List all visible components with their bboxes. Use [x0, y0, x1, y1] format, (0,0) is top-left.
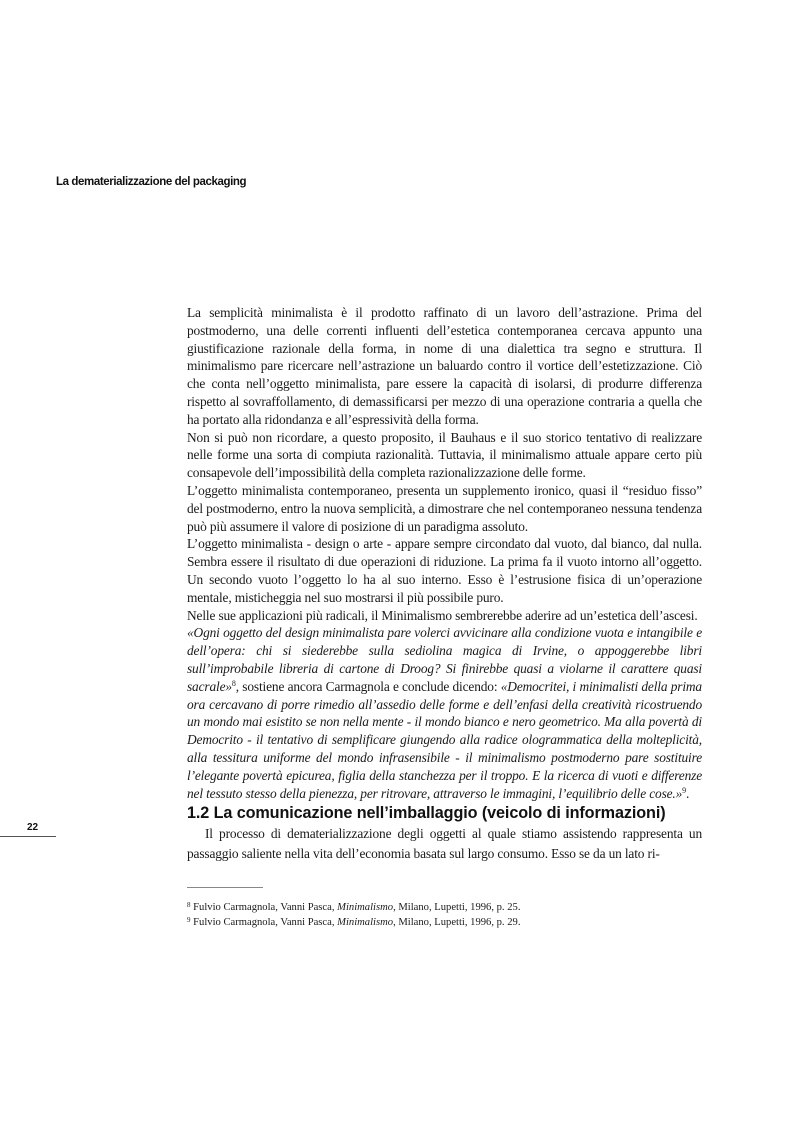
- footnote-details: , Milano, Lupetti, 1996, p. 29.: [393, 917, 521, 928]
- footnote-number: 8: [187, 901, 191, 909]
- paragraph: L’oggetto minimalista - design o arte - appare sempre circondato dal vuoto, dal bianco, dal nulla. Sembra essere il risultato di due operazioni di riduzione. La prima fa il vuoto intorno all’oggetto. Un secondo vuoto l’oggetto lo ha al suo interno. Esso è l’estrusione fisica di un’operazione mentale, misticheggia nel suo mostrarsi il più possibile puro.: [187, 536, 702, 605]
- footnote-title: Minimalismo: [337, 917, 394, 928]
- paragraph-text: , sostiene ancora Carmagnola e conclude dicendo:: [235, 678, 501, 694]
- paragraph: Nelle sue applicazioni più radicali, il Minimalismo sembrerebbe aderire ad un’estetica dell’ascesi.: [187, 607, 698, 623]
- footnote-authors: Fulvio Carmagnola, Vanni Pasca,: [193, 917, 338, 928]
- footnote-reference[interactable]: 9: [682, 785, 687, 795]
- paragraph: Il processo di dematerializzazione degli oggetti al quale stiamo assistendo rappresenta un passaggio saliente nella vita dell’economia basata sul largo consumo. Esso se da un lato ri-: [187, 826, 702, 861]
- footnote-separator: [187, 887, 263, 888]
- footnote: [187, 900, 707, 915]
- paragraph-text: .: [686, 785, 690, 801]
- paragraph: Non si può non ricordare, a questo proposito, il Bauhaus e il suo storico tentativo di realizzare nelle forme una sorta di compiuta razionalità. Tuttavia, il minimalismo attuale appare certo più consapevole dell’impossibilità della completa razionalizzazione delle forme.: [187, 429, 702, 481]
- page-number: 22: [27, 822, 39, 833]
- footnote-details: , Milano, Lupetti, 1996, p. 25.: [393, 902, 521, 913]
- running-header: La dematerializzazione del packaging: [56, 176, 247, 188]
- footnote-reference[interactable]: 8: [231, 678, 236, 688]
- footnote-number: 9: [187, 916, 191, 924]
- footnote-title: Minimalismo: [337, 902, 394, 913]
- section-heading: 1.2 La comunicazione nell’imballaggio (veicolo di informazioni): [187, 804, 666, 822]
- paragraph: L’oggetto minimalista contemporaneo, presenta un supplemento ironico, quasi il “residuo fisso” del postmoderno, entro la nuova semplicità, a dimostrare che nel contemporaneo nessuna tendenza può più assumere il valore di posizione di un paradigma assoluto.: [187, 482, 702, 534]
- quotation: «Ogni oggetto del design minimalista pare volerci avvicinare alla condizione vuota e intangibile e dell’opera: chi si siederebbe sulla sediolina magica di Irvine, o appoggerebbe libri sull’improbabile libreria di cartone di Droog? Si finirebbe quasi a violarne il carattere quasi sacrale»: [187, 625, 702, 694]
- page-number-rule: [0, 836, 56, 837]
- section-body: [187, 824, 702, 864]
- footnote: [187, 915, 707, 930]
- paragraph-with-quotes: [187, 624, 702, 802]
- paragraph: La semplicità minimalista è il prodotto raffinato di un lavoro dell’astrazione. Prima del postmoderno, una delle correnti influenti dell’estetica contemporanea cercava appunto una giustificazione razionale della forma, in nome di una dialettica tra segno e struttura. Il minimalismo pare ricercare nell’astrazione un baluardo contro il vortice dell’estetizzazione. Ciò che conta nell’oggetto minimalista, pare essere la capacità di isolarsi, di produrre differenza rispetto al sovraffollamento, di demassificarsi per mezzo di una operazione contraria a quella che ha portato alla ridondanza e all’espressività della forma.: [187, 305, 702, 427]
- quotation: «Democritei, i minimalisti della prima ora cercavano di porre rimedio all’assedio delle forme e dell’enfasi della creatività ricostruendo un mondo mai esistito se non nella mente - il mondo bianco e nero geometrico. Ma alla povertà di Democrito - il tentativo di semplificare giungendo alla radice ologrammatica della molteplicità, alla tessitura uniforme del mondo infrasensibile - il minimalismo postmoderno pare sostituire l’elegante povertà epicurea, figlia della stanchezza per il troppo. E la ricerca di vuoti e differenze nel tessuto stesso della pienezza, per ritrovare, attraverso le immagini, l’equilibrio delle cose.»: [187, 678, 702, 801]
- body-text: [187, 304, 702, 802]
- footnote-authors: Fulvio Carmagnola, Vanni Pasca,: [193, 902, 338, 913]
- footnotes: [187, 900, 707, 930]
